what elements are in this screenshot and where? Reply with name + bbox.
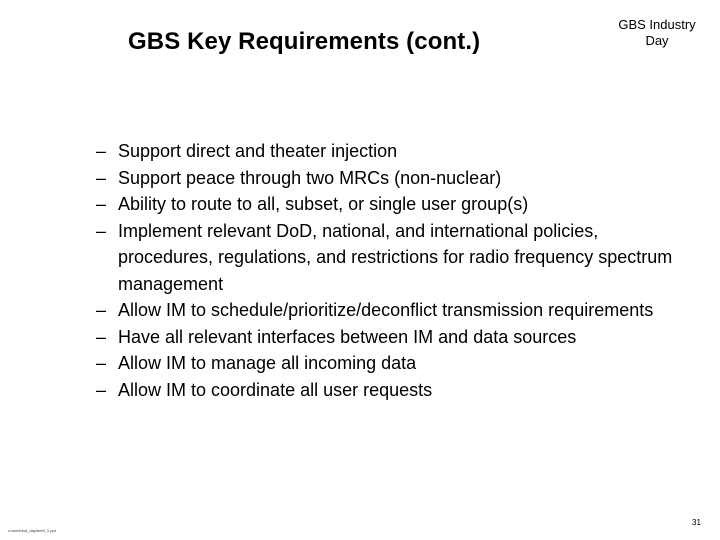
brand-line-1: GBS Industry: [618, 17, 696, 32]
list-item: [96, 377, 696, 404]
page-number: 31: [692, 518, 701, 527]
bullet-dash: –: [96, 326, 107, 347]
bullet-text: Allow IM to schedule/prioritize/deconflict transmission requirements: [118, 300, 654, 320]
brand-line-2: Day: [645, 33, 669, 48]
bullet-text: Support peace through two MRCs (non-nuclear): [118, 167, 502, 188]
list-item: [96, 218, 696, 298]
list-item: [96, 350, 696, 377]
bullet-dash: –: [96, 167, 107, 188]
bullet-text: Allow IM to coordinate all user requests: [118, 379, 433, 400]
bullet-text: Support direct and theater injection: [118, 141, 398, 161]
bullet-dash: –: [96, 300, 107, 320]
bullet-text: Have all relevant interfaces between IM and data sources: [118, 326, 577, 347]
requirements-list: [96, 138, 696, 403]
bullet-dash: –: [96, 379, 107, 400]
list-item: [96, 165, 696, 192]
bullet-text: Allow IM to manage all incoming data: [118, 353, 417, 373]
bullet-dash: –: [96, 194, 107, 214]
bullet-text: Implement relevant DoD, national, and international policies, procedures, regulations, and restrictions for radio frequency spectrum management: [118, 220, 673, 294]
list-item: [96, 191, 696, 218]
bullet-dash: –: [96, 141, 107, 161]
brand-label: [608, 17, 706, 49]
slide-title: GBS Key Requirements (cont.): [128, 28, 481, 55]
bullet-dash: –: [96, 353, 107, 373]
bullet-dash: –: [96, 220, 107, 241]
list-item: [96, 138, 696, 165]
list-item: [96, 297, 696, 324]
footer-file-path: c:\work\ind_day\brief_1.ppt: [8, 528, 56, 533]
bullet-text: Ability to route to all, subset, or single user group(s): [118, 194, 529, 214]
list-item: [96, 324, 696, 351]
